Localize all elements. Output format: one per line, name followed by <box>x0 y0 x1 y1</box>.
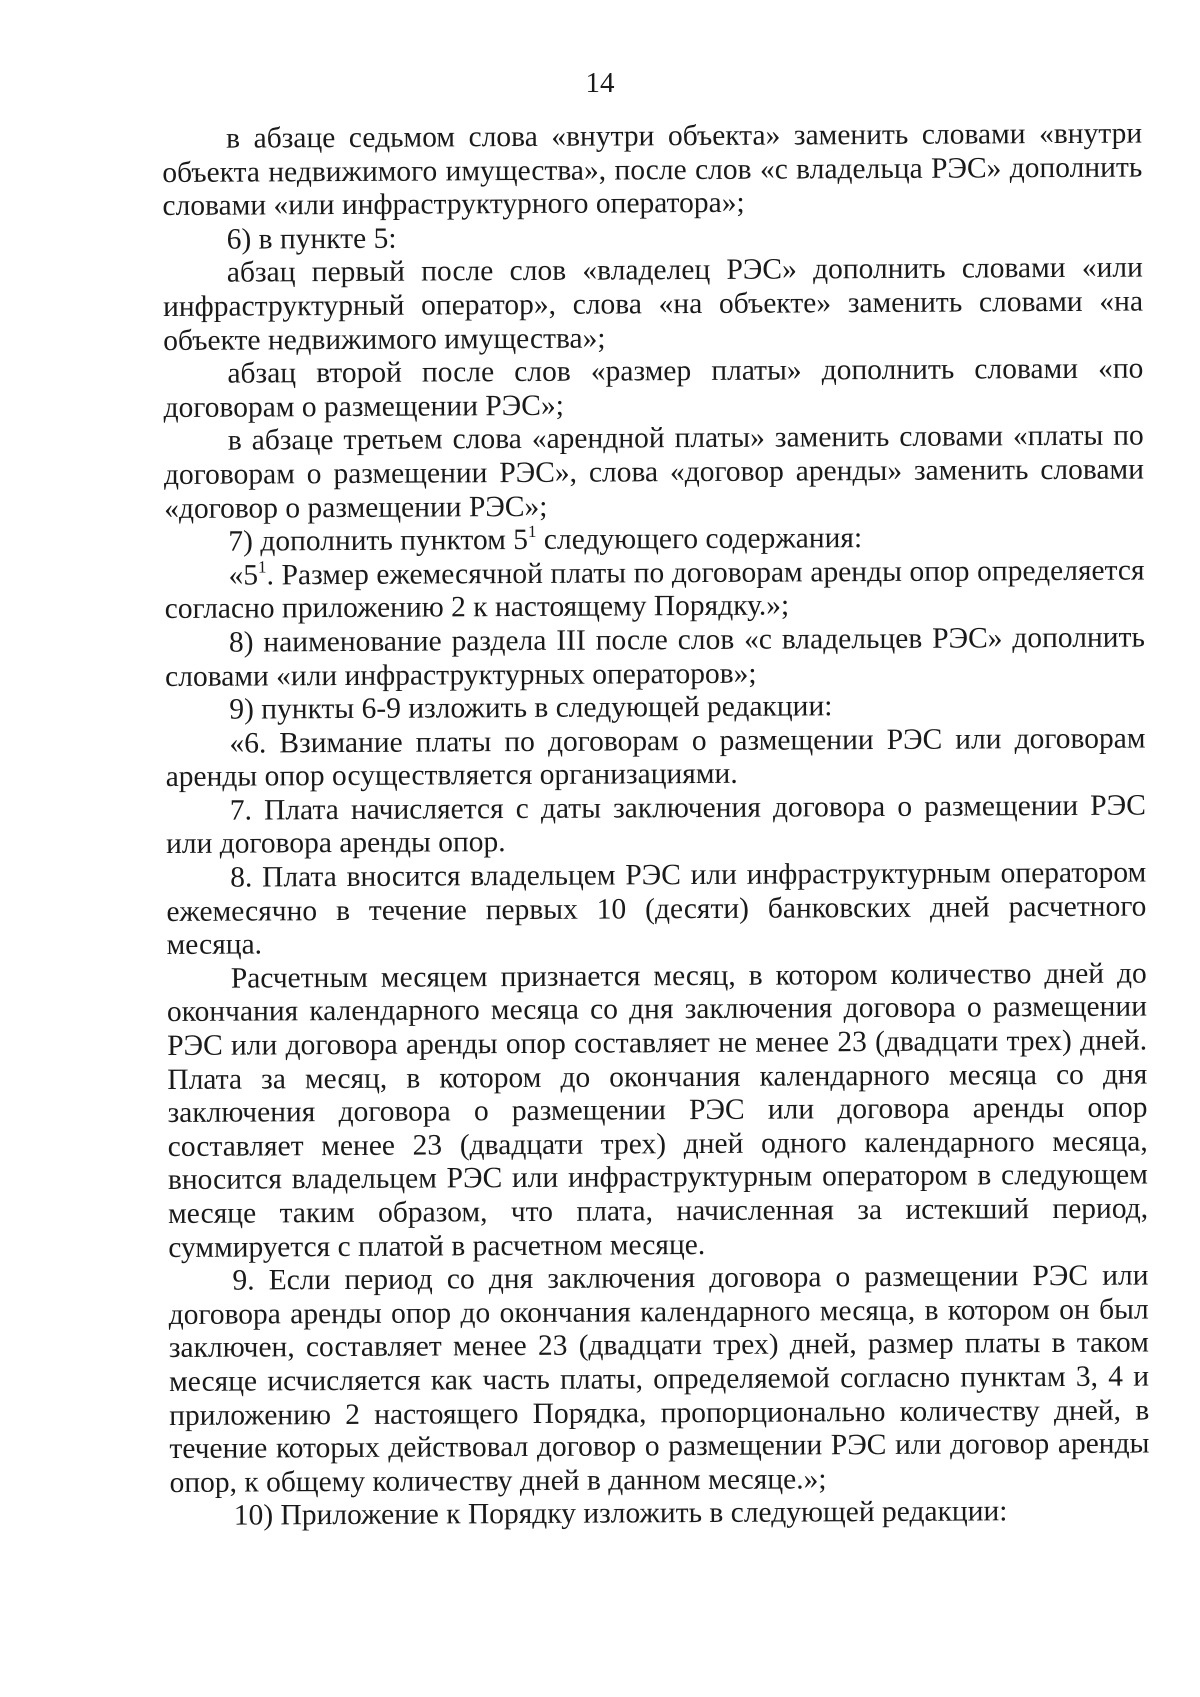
paragraph: в абзаце седьмом слова «внутри объекта» заменить словами «внутри объекта недвижимого имущества», после слов «с владельца РЭС» дополнить словами «или инфраструктурного оператора»; <box>162 117 1143 223</box>
paragraph: 10) Приложение к Порядку изложить в следующей редакции: <box>233 1495 1008 1532</box>
paragraph: 9) пункты 6-9 изложить в следующей редакции: <box>229 690 833 726</box>
paragraph: в абзаце третьем слова «арендной платы» заменить словами «платы по договорам о размещении РЭС», слова «договор аренды» заменить словами «договор о размещении РЭС»; <box>163 419 1145 525</box>
item-7-text-end: следующего содержания: <box>536 522 863 557</box>
item-7-text: 7) дополнить пунктом 5 <box>228 524 529 558</box>
quote-5-1-start: «5 <box>228 559 259 592</box>
paragraph: Расчетным месяцем признается месяц, в котором количество дней до окончания календарного месяца со дня заключения договора о размещении РЭС или договора аренды опор составляет не менее 23 (двадцати трех) дней. Плата за месяц, в котором до окончания календарного месяца со дня заключения договора о размещении РЭС или договора аренды опор составляет менее 23 (двадцати трех) дней одного календарного месяца, вносится владельцем РЭС или инфраструктурным оператором в следующем месяце таким образом, что плата, начисленная за истекший период, суммируется с платой в расчетном месяце. <box>166 957 1149 1264</box>
paragraph: 8. Плата вносится владельцем РЭС или инфраструктурным оператором ежемесячно в течение первых 10 (десяти) банковских дней расчетного месяца. <box>166 856 1147 962</box>
paragraph: 7. Плата начисляется с даты заключения договора о размещении РЭС или договора аренды опор. <box>165 789 1146 861</box>
paragraph: 6) в пункте 5: <box>226 222 397 256</box>
page-number: 14 <box>585 67 615 99</box>
superscript: 1 <box>257 557 267 577</box>
paragraph: 9. Если период со дня заключения договора о размещении РЭС или договора аренды опор до окончания календарного месяца, в котором он был заключен, составляет менее 23 (двадцати трех) дней, размер платы в таком месяце исчисляется как часть платы, определяемой согласно пунктам 3, 4 и приложению 2 настоящего Порядка, пропорционально количеству дней, в течение которых действовал договор о размещении РЭС или договор аренды опор, к общему количеству дней в данном месяце.»; <box>168 1259 1150 1499</box>
paragraph: 8) наименование раздела III после слов «с владельцев РЭС» дополнить словами «или инфраструктурных операторов»; <box>165 621 1145 693</box>
document-body <box>162 118 1150 1534</box>
paragraph: абзац первый после слов «владелец РЭС» дополнить словами «или инфраструктурный оператор», слова «на объекте» заменить словами «на объекте недвижимого имущества»; <box>162 251 1144 357</box>
quote-5-1-text: . Размер ежемесячной платы по договорам аренды опор определяется согласно приложению 2 к настоящему Порядку.»; <box>164 554 1145 626</box>
paragraph: «6. Взимание платы по договорам о размещении РЭС или договорам аренды опор осуществляется организациями. <box>165 722 1146 794</box>
paragraph-quote-5-1 <box>164 554 1144 627</box>
superscript: 1 <box>527 522 537 542</box>
paragraph: абзац второй после слов «размер платы» дополнить словами «по договорам о размещении РЭС»; <box>163 352 1144 424</box>
paragraph-item-7 <box>164 521 1144 560</box>
